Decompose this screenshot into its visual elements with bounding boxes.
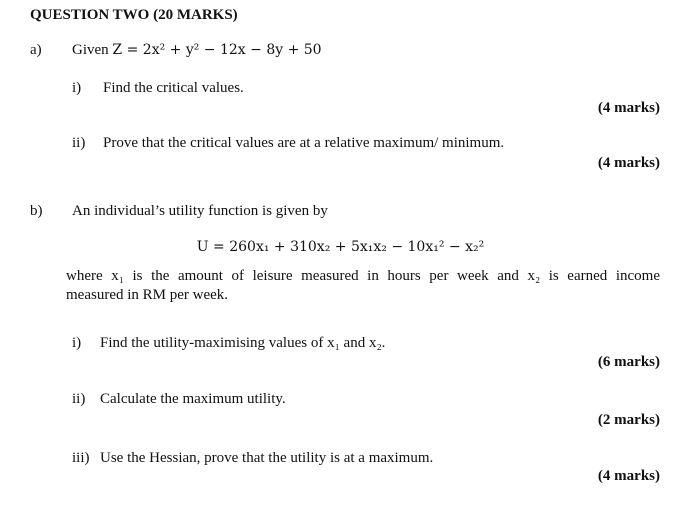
part-b-iii-marks: (4 marks) (597, 468, 660, 484)
part-a-ii-label: ii) (72, 135, 86, 151)
question-title: QUESTION TWO (20 MARKS) (30, 7, 238, 23)
part-b-where-line2: measured in RM per week. (66, 287, 229, 303)
part-b-iii-text: Use the Hessian, prove that the utility is at a maximum. (100, 450, 434, 466)
part-a-i-label: i) (72, 80, 82, 96)
part-b-where-line1: where x₁ is the amount of leisure measured in hours per week and x₂ is earned income (66, 268, 660, 284)
part-a-given-prefix: Given (72, 42, 109, 58)
part-a-equation: Z = 2x² + y² − 12x − 8y + 50 (112, 42, 322, 58)
part-a-i-marks: (4 marks) (597, 100, 660, 116)
part-b-i-marks: (6 marks) (597, 354, 660, 370)
part-b-i-text: Find the utility-maximising values of x₁ and x₂. (100, 335, 386, 351)
part-b-ii-label: ii) (72, 391, 86, 407)
part-a-ii-text: Prove that the critical values are at a relative maximum/ minimum. (103, 135, 505, 151)
part-a-i-text: Find the critical values. (103, 80, 244, 96)
part-b-ii-text: Calculate the maximum utility. (100, 391, 286, 407)
part-b-intro: An individual’s utility function is given by (72, 203, 328, 219)
part-b-label: b) (30, 203, 43, 219)
part-a-label: a) (30, 42, 42, 58)
part-a-given (72, 42, 322, 59)
part-b-equation: U = 260x₁ + 310x₂ + 5x₁x₂ − 10x₁² − x₂² (196, 239, 485, 255)
part-b-iii-label: iii) (72, 450, 90, 466)
part-b-ii-marks: (2 marks) (597, 412, 660, 428)
part-b-i-label: i) (72, 335, 82, 351)
part-a-ii-marks: (4 marks) (597, 155, 660, 171)
